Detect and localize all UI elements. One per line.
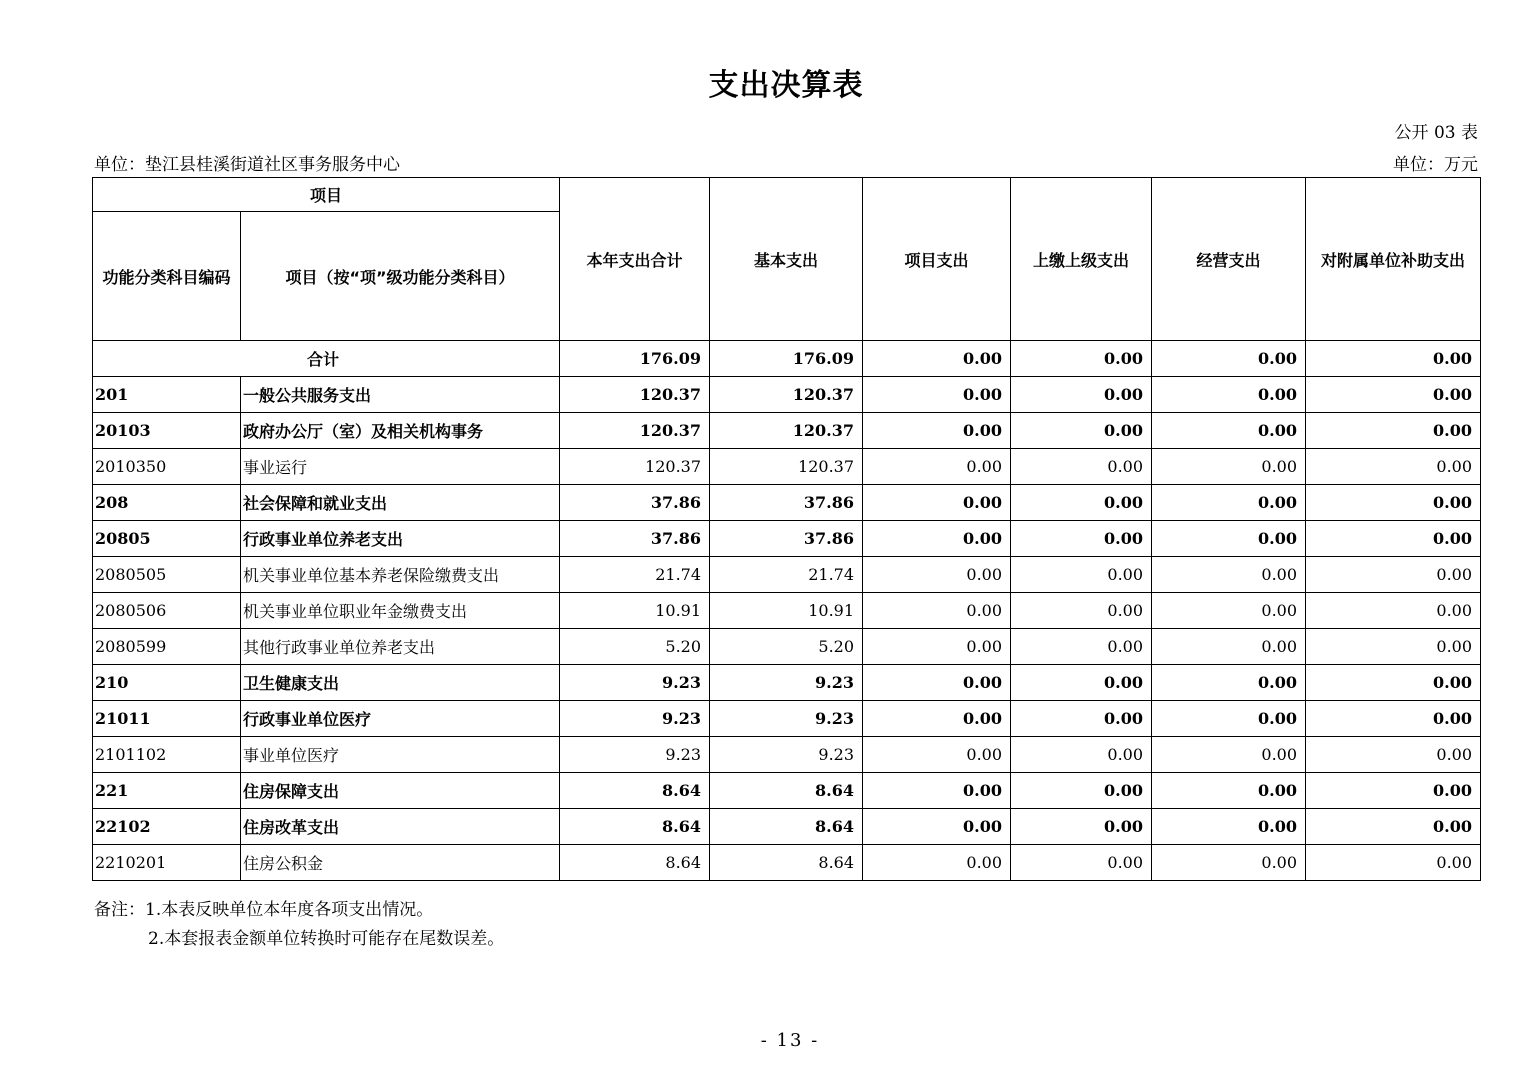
total-total: 176.09: [560, 341, 710, 377]
table-row: [93, 485, 1481, 521]
row-total: 120.37: [560, 377, 710, 413]
row-upper: 0.00: [1011, 737, 1152, 773]
row-code: 2101102: [93, 737, 241, 773]
row-business: 0.00: [1152, 449, 1306, 485]
row-basic: 120.37: [710, 413, 863, 449]
table-row: [93, 701, 1481, 737]
row-basic: 8.64: [710, 809, 863, 845]
header-code: 功能分类科目编码: [93, 212, 241, 341]
row-business: 0.00: [1152, 773, 1306, 809]
row-subsidy: 0.00: [1306, 737, 1481, 773]
row-basic: 9.23: [710, 665, 863, 701]
expenditure-table: [92, 177, 1481, 881]
row-total: 9.23: [560, 701, 710, 737]
row-code: 201: [93, 377, 241, 413]
row-upper: 0.00: [1011, 629, 1152, 665]
row-upper: 0.00: [1011, 557, 1152, 593]
row-project: 0.00: [863, 773, 1011, 809]
total-row: [93, 341, 1481, 377]
table-row: [93, 521, 1481, 557]
row-code: 22102: [93, 809, 241, 845]
row-name: 事业单位医疗: [241, 737, 560, 773]
total-upper: 0.00: [1011, 341, 1152, 377]
row-basic: 10.91: [710, 593, 863, 629]
table-row: [93, 629, 1481, 665]
page-number: - 13 -: [760, 1030, 820, 1051]
header-name: 项目（按“项”级功能分类科目）: [241, 212, 560, 341]
notes: [94, 896, 504, 954]
table-row: [93, 773, 1481, 809]
row-basic: 9.23: [710, 701, 863, 737]
row-business: 0.00: [1152, 521, 1306, 557]
row-upper: 0.00: [1011, 809, 1152, 845]
row-name: 政府办公厅（室）及相关机构事务: [241, 413, 560, 449]
row-project: 0.00: [863, 485, 1011, 521]
row-project: 0.00: [863, 449, 1011, 485]
row-project: 0.00: [863, 629, 1011, 665]
row-basic: 8.64: [710, 845, 863, 881]
table-row: [93, 845, 1481, 881]
row-total: 37.86: [560, 521, 710, 557]
row-project: 0.00: [863, 377, 1011, 413]
table-row: [93, 413, 1481, 449]
header-basic: 基本支出: [710, 178, 863, 341]
row-upper: 0.00: [1011, 485, 1152, 521]
total-basic: 176.09: [710, 341, 863, 377]
row-project: 0.00: [863, 737, 1011, 773]
header-subsidy: 对附属单位补助支出: [1306, 178, 1481, 341]
row-code: 208: [93, 485, 241, 521]
page-title: 支出决算表: [708, 68, 864, 103]
table-row: [93, 665, 1481, 701]
row-subsidy: 0.00: [1306, 413, 1481, 449]
row-subsidy: 0.00: [1306, 557, 1481, 593]
header-total: 本年支出合计: [560, 178, 710, 341]
row-project: 0.00: [863, 413, 1011, 449]
row-subsidy: 0.00: [1306, 377, 1481, 413]
row-code: 2010350: [93, 449, 241, 485]
row-name: 卫生健康支出: [241, 665, 560, 701]
row-business: 0.00: [1152, 593, 1306, 629]
row-code: 20103: [93, 413, 241, 449]
table-row: [93, 809, 1481, 845]
row-subsidy: 0.00: [1306, 845, 1481, 881]
row-subsidy: 0.00: [1306, 665, 1481, 701]
row-subsidy: 0.00: [1306, 485, 1481, 521]
row-upper: 0.00: [1011, 665, 1152, 701]
row-total: 8.64: [560, 773, 710, 809]
header-business: 经营支出: [1152, 178, 1306, 341]
row-upper: 0.00: [1011, 701, 1152, 737]
organization-unit: 单位：垫江县桂溪街道社区事务服务中心: [94, 155, 400, 175]
row-basic: 120.37: [710, 377, 863, 413]
row-name: 住房公积金: [241, 845, 560, 881]
currency-unit: 单位：万元: [1393, 155, 1478, 175]
row-business: 0.00: [1152, 629, 1306, 665]
row-upper: 0.00: [1011, 773, 1152, 809]
row-code: 221: [93, 773, 241, 809]
row-basic: 120.37: [710, 449, 863, 485]
row-name: 社会保障和就业支出: [241, 485, 560, 521]
total-business: 0.00: [1152, 341, 1306, 377]
row-total: 5.20: [560, 629, 710, 665]
total-subsidy: 0.00: [1306, 341, 1481, 377]
row-code: 210: [93, 665, 241, 701]
row-project: 0.00: [863, 701, 1011, 737]
row-subsidy: 0.00: [1306, 521, 1481, 557]
row-code: 2080599: [93, 629, 241, 665]
row-basic: 5.20: [710, 629, 863, 665]
row-project: 0.00: [863, 845, 1011, 881]
row-project: 0.00: [863, 557, 1011, 593]
row-name: 其他行政事业单位养老支出: [241, 629, 560, 665]
row-total: 120.37: [560, 449, 710, 485]
row-name: 行政事业单位养老支出: [241, 521, 560, 557]
row-total: 10.91: [560, 593, 710, 629]
table-row: [93, 449, 1481, 485]
table-row: [93, 737, 1481, 773]
row-project: 0.00: [863, 665, 1011, 701]
row-basic: 8.64: [710, 773, 863, 809]
row-upper: 0.00: [1011, 521, 1152, 557]
row-upper: 0.00: [1011, 449, 1152, 485]
row-code: 20805: [93, 521, 241, 557]
row-subsidy: 0.00: [1306, 809, 1481, 845]
row-name: 行政事业单位医疗: [241, 701, 560, 737]
header-project: 项目支出: [863, 178, 1011, 341]
row-code: 2080506: [93, 593, 241, 629]
row-upper: 0.00: [1011, 413, 1152, 449]
row-business: 0.00: [1152, 485, 1306, 521]
row-name: 机关事业单位职业年金缴费支出: [241, 593, 560, 629]
row-name: 住房改革支出: [241, 809, 560, 845]
row-code: 21011: [93, 701, 241, 737]
row-code: 2080505: [93, 557, 241, 593]
row-total: 8.64: [560, 845, 710, 881]
row-total: 21.74: [560, 557, 710, 593]
row-business: 0.00: [1152, 845, 1306, 881]
row-project: 0.00: [863, 521, 1011, 557]
row-name: 机关事业单位基本养老保险缴费支出: [241, 557, 560, 593]
total-label: 合计: [93, 341, 560, 377]
row-upper: 0.00: [1011, 377, 1152, 413]
total-project: 0.00: [863, 341, 1011, 377]
row-subsidy: 0.00: [1306, 701, 1481, 737]
table-row: [93, 593, 1481, 629]
row-business: 0.00: [1152, 701, 1306, 737]
row-subsidy: 0.00: [1306, 629, 1481, 665]
row-project: 0.00: [863, 593, 1011, 629]
header-upper: 上缴上级支出: [1011, 178, 1152, 341]
row-subsidy: 0.00: [1306, 773, 1481, 809]
header-item: 项目: [93, 178, 560, 212]
note-line-1: 备注：1.本表反映单位本年度各项支出情况。: [94, 900, 434, 920]
row-total: 9.23: [560, 737, 710, 773]
row-business: 0.00: [1152, 377, 1306, 413]
table-row: [93, 377, 1481, 413]
row-subsidy: 0.00: [1306, 449, 1481, 485]
table-row: [93, 557, 1481, 593]
row-basic: 37.86: [710, 521, 863, 557]
row-basic: 9.23: [710, 737, 863, 773]
row-upper: 0.00: [1011, 593, 1152, 629]
row-basic: 37.86: [710, 485, 863, 521]
row-total: 37.86: [560, 485, 710, 521]
row-project: 0.00: [863, 809, 1011, 845]
row-code: 2210201: [93, 845, 241, 881]
note-line-2: 2.本套报表金额单位转换时可能存在尾数误差。: [148, 929, 505, 949]
row-name: 住房保障支出: [241, 773, 560, 809]
form-number: 公开 03 表: [1394, 123, 1478, 143]
row-total: 120.37: [560, 413, 710, 449]
row-business: 0.00: [1152, 809, 1306, 845]
row-business: 0.00: [1152, 557, 1306, 593]
row-business: 0.00: [1152, 413, 1306, 449]
row-upper: 0.00: [1011, 845, 1152, 881]
row-name: 事业运行: [241, 449, 560, 485]
row-business: 0.00: [1152, 665, 1306, 701]
row-subsidy: 0.00: [1306, 593, 1481, 629]
row-business: 0.00: [1152, 737, 1306, 773]
row-basic: 21.74: [710, 557, 863, 593]
row-name: 一般公共服务支出: [241, 377, 560, 413]
row-total: 9.23: [560, 665, 710, 701]
row-total: 8.64: [560, 809, 710, 845]
